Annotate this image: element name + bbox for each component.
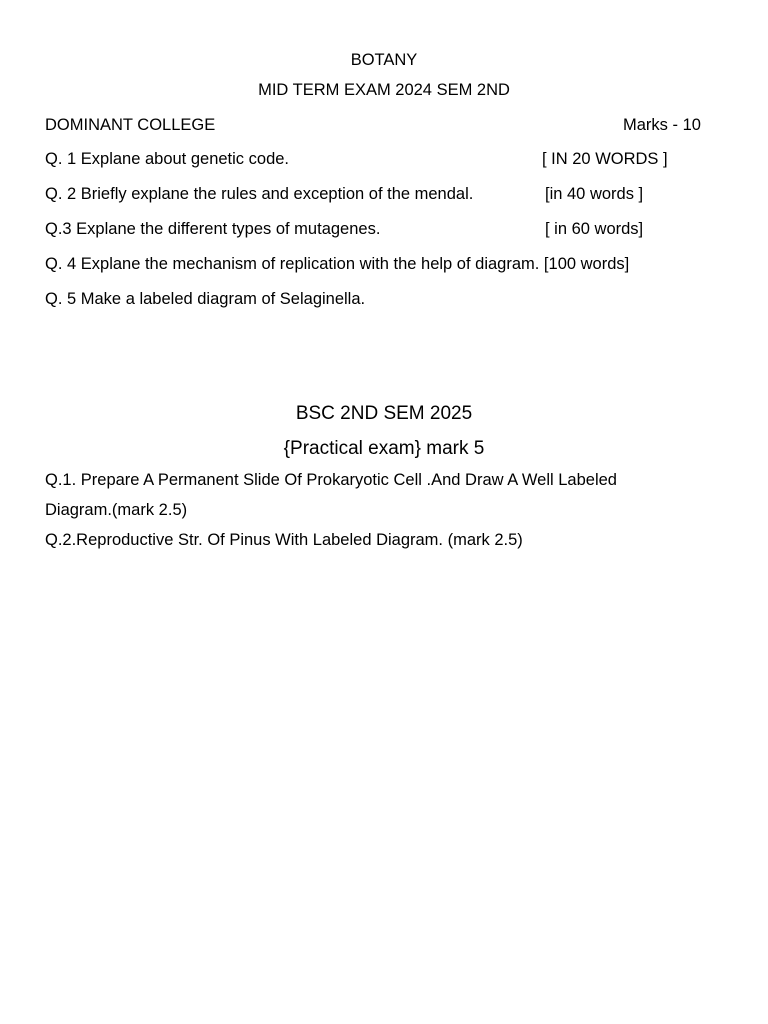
practical-subtitle: {Practical exam} mark 5 xyxy=(283,438,485,459)
total-marks: Marks - 10 xyxy=(623,116,701,134)
exam-title: MID TERM EXAM 2024 SEM 2ND xyxy=(258,81,510,99)
college-name: DOMINANT COLLEGE xyxy=(45,116,216,134)
question-3-limit: [ in 60 words] xyxy=(545,220,644,238)
practical-question-2: Q.2.Reproductive Str. Of Pinus With Labeled Diagram. (mark 2.5) xyxy=(45,531,523,549)
question-4: Q. 4 Explane the mechanism of replication with the help of diagram. [100 words] xyxy=(45,255,630,273)
question-1: Q. 1 Explane about genetic code. xyxy=(45,150,290,168)
question-2: Q. 2 Briefly explane the rules and exception of the mendal. xyxy=(45,185,474,203)
question-3: Q.3 Explane the different types of mutagenes. xyxy=(45,220,381,238)
subject-title: BOTANY xyxy=(350,51,418,69)
question-5: Q. 5 Make a labeled diagram of Selaginella. xyxy=(45,290,366,308)
practical-question-1-line-1: Q.1. Prepare A Permanent Slide Of Prokaryotic Cell .And Draw A Well Labeled xyxy=(45,471,617,489)
question-1-limit: [ IN 20 WORDS ] xyxy=(542,150,668,168)
practical-title: BSC 2ND SEM 2025 xyxy=(295,403,473,424)
question-2-limit: [in 40 words ] xyxy=(545,185,644,203)
practical-question-1-line-2: Diagram.(mark 2.5) xyxy=(45,501,188,519)
